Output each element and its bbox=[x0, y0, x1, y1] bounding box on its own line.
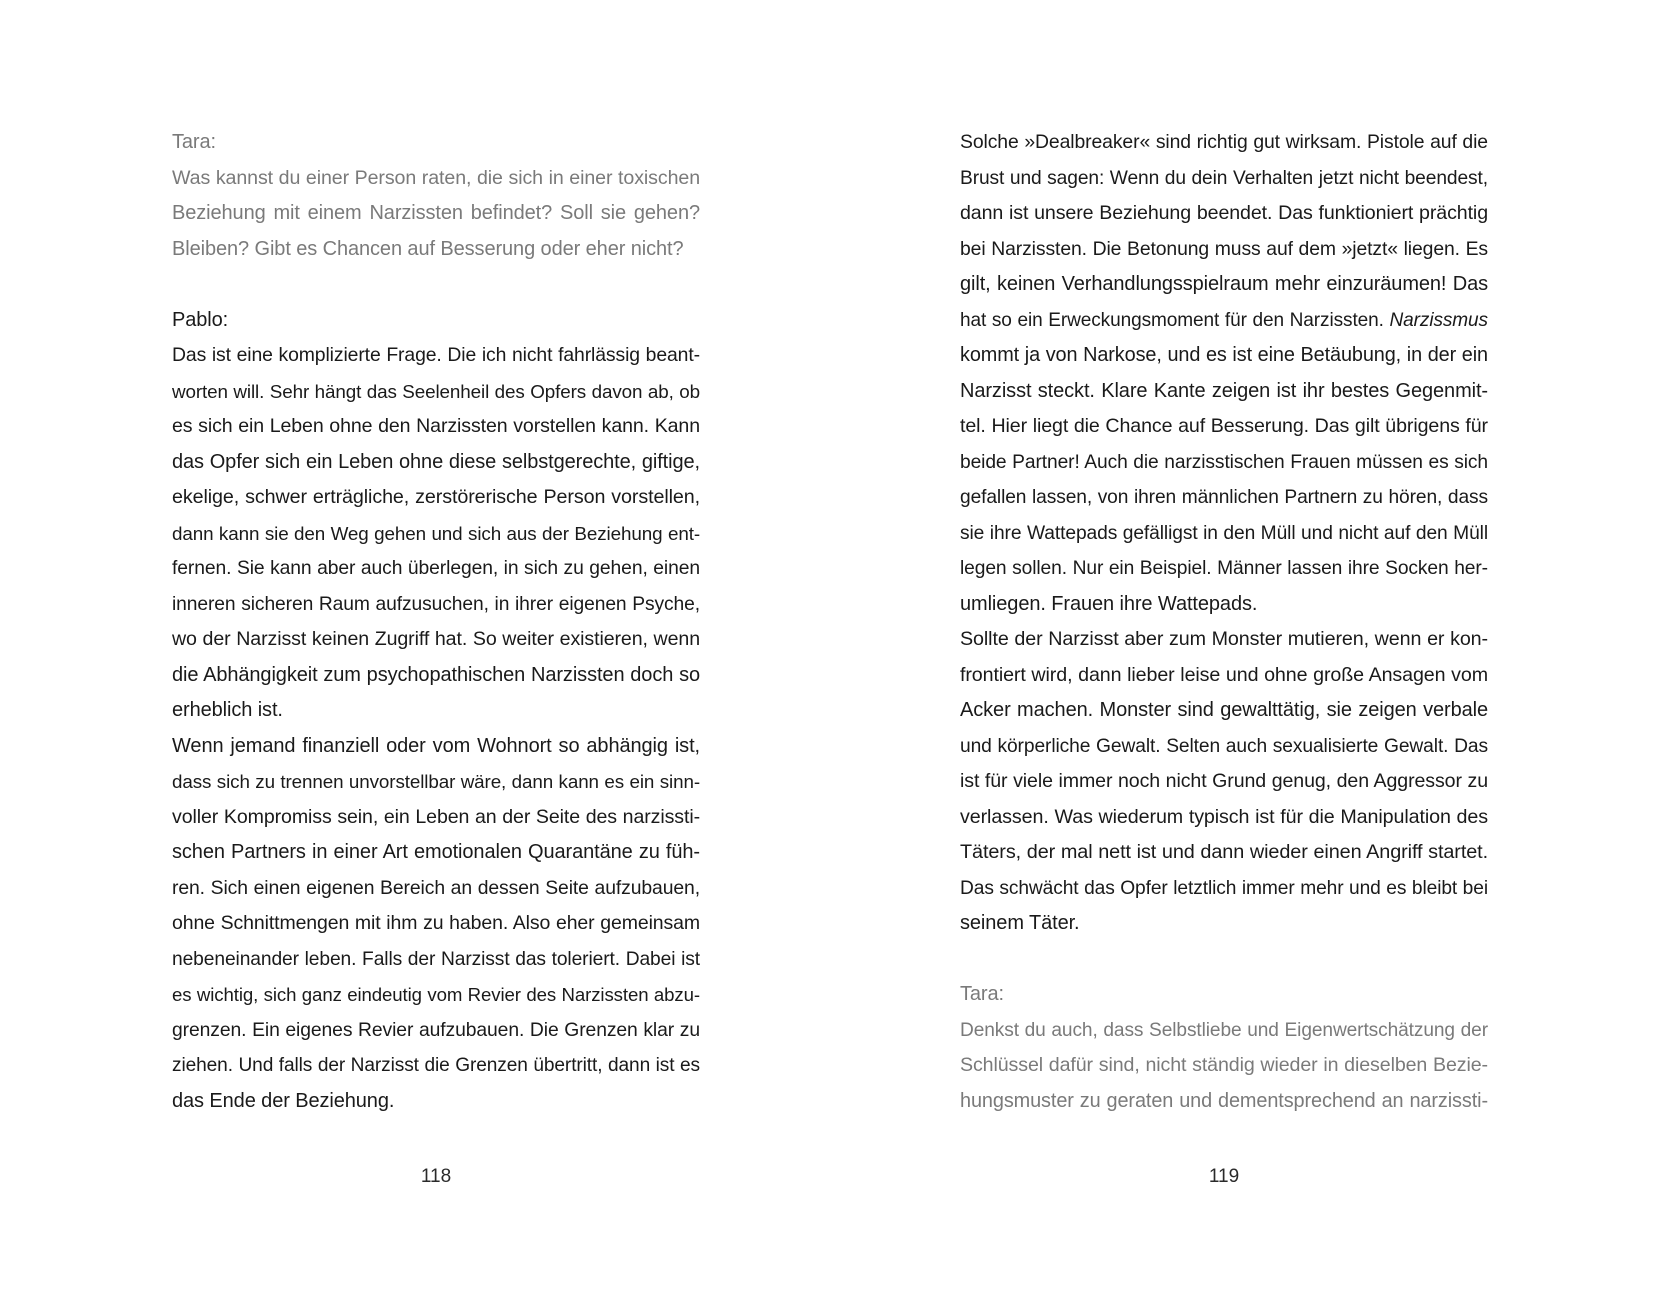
text-line: voller Kompromiss sein, ein Leben an der Seite des narzissti- bbox=[172, 805, 700, 828]
text-line: grenzen. Ein eigenes Revier aufzubauen. Die Grenzen klar zu bbox=[172, 1019, 700, 1041]
text-line: Bleiben? Gibt es Chancen auf Besserung oder eher nicht? bbox=[172, 237, 684, 260]
text-line: bei Narzissten. Die Betonung muss auf dem »jetzt« liegen. Es bbox=[960, 237, 1488, 260]
text-line: Denkst du auch, dass Selbstliebe und Eigenwertschätzung der bbox=[960, 1019, 1488, 1041]
text-line: dass sich zu trennen unvorstellbar wäre, dann kann es ein sinn- bbox=[172, 771, 700, 792]
text-line: ren. Sich einen eigenen Bereich an dessen Seite aufzubauen, bbox=[172, 876, 700, 899]
text-line: Narzisst steckt. Klare Kante zeigen ist ihr bestes Gegenmit- bbox=[960, 379, 1488, 402]
text-line: sie ihre Wattepads gefälligst in den Müll und nicht auf den Müll bbox=[960, 522, 1488, 544]
text-line: das Ende der Beziehung. bbox=[172, 1089, 395, 1112]
question-block bbox=[960, 977, 1488, 1119]
text-line: verlassen. Was wiederum typisch ist für die Manipulation des bbox=[960, 805, 1488, 828]
text-line: schen Partners in einer Art emotionalen Quarantäne zu füh- bbox=[172, 841, 700, 863]
text-line: gefallen lassen, von ihren männlichen Partnern zu hören, dass bbox=[960, 487, 1488, 508]
speaker-label: Tara: bbox=[172, 131, 216, 153]
text-line: fernen. Sie kann aber auch überlegen, in sich zu gehen, einen bbox=[172, 558, 700, 579]
paragraph-gap bbox=[172, 267, 700, 303]
text-segment: hat so ein Erweckungsmoment für den Narzissten. bbox=[960, 309, 1384, 331]
text-line: legen sollen. Nur ein Beispiel. Männer lassen ihre Socken her- bbox=[960, 558, 1488, 579]
text-line: Täters, der mal nett ist und dann wieder einen Angriff startet. bbox=[960, 841, 1488, 863]
text-line: frontiert wird, dann lieber leise und ohne große Ansagen vom bbox=[960, 663, 1488, 686]
text-line: Brust und sagen: Wenn du dein Verhalten jetzt nicht beendest, bbox=[960, 167, 1488, 189]
text-line: Solche »Dealbreaker« sind richtig gut wirksam. Pistole auf die bbox=[960, 131, 1488, 153]
text-line: Acker machen. Monster sind gewalttätig, sie zeigen verbale bbox=[960, 699, 1488, 721]
text-line: es wichtig, sich ganz eindeutig vom Revier des Narzissten abzu- bbox=[172, 984, 700, 1005]
text-line: Das ist eine komplizierte Frage. Die ich nicht fahrlässig beant- bbox=[172, 344, 700, 366]
text-line: seinem Täter. bbox=[960, 912, 1080, 934]
text-line: dann kann sie den Weg gehen und sich aus der Beziehung ent- bbox=[172, 522, 700, 544]
answer-block bbox=[172, 303, 700, 1120]
text-line: ohne Schnittmengen mit ihm zu haben. Also eher gemeinsam bbox=[172, 912, 700, 934]
text-line: wo der Narzisst keinen Zugriff hat. So weiter existieren, wenn bbox=[172, 628, 700, 650]
answer-block bbox=[960, 125, 1488, 942]
page-number: 118 bbox=[420, 1166, 452, 1187]
text-line: und körperliche Gewalt. Selten auch sexualisierte Gewalt. Das bbox=[960, 735, 1488, 757]
text-line-with-italic bbox=[960, 303, 1488, 339]
text-line: die Abhängigkeit zum psychopathischen Narzissten doch so bbox=[172, 663, 700, 686]
page-number: 119 bbox=[1208, 1166, 1240, 1187]
text-line: worten will. Sehr hängt das Seelenheil des Opfers davon ab, ob bbox=[172, 380, 700, 402]
text-line: dann ist unsere Beziehung beendet. Das funktioniert prächtig bbox=[960, 202, 1488, 224]
speaker-label: Pablo: bbox=[172, 308, 229, 331]
text-line: kommt ja von Narkose, und es ist eine Betäubung, in der ein bbox=[960, 344, 1488, 366]
text-line: Beziehung mit einem Narzissten befindet? Soll sie gehen? bbox=[172, 202, 700, 224]
text-line: Was kannst du einer Person raten, die sich in einer toxischen bbox=[172, 166, 700, 189]
text-line: tel. Hier liegt die Chance auf Besserung. Das gilt übrigens für bbox=[960, 415, 1488, 437]
text-line: Sollte der Narzisst aber zum Monster mutieren, wenn er kon- bbox=[960, 628, 1488, 650]
text-line: Schlüssel dafür sind, nicht ständig wieder in dieselben Bezie- bbox=[960, 1054, 1488, 1076]
text-line: beide Partner! Auch die narzisstischen Frauen müssen es sich bbox=[960, 451, 1488, 473]
text-line: nebeneinander leben. Falls der Narzisst das toleriert. Dabei ist bbox=[172, 948, 700, 970]
text-line: ist für viele immer noch nicht Grund genug, den Aggressor zu bbox=[960, 770, 1488, 792]
text-line: umliegen. Frauen ihre Wattepads. bbox=[960, 592, 1258, 615]
text-line: Wenn jemand finanziell oder vom Wohnort so abhängig ist, bbox=[172, 734, 700, 757]
text-line: das Opfer sich ein Leben ohne diese selbstgerechte, giftige, bbox=[172, 450, 700, 473]
text-line: es sich ein Leben ohne den Narzissten vorstellen kann. Kann bbox=[172, 415, 700, 437]
text-line: inneren sicheren Raum aufzusuchen, in ihrer eigenen Psyche, bbox=[172, 593, 700, 615]
text-line: gilt, keinen Verhandlungsspielraum mehr einzuräumen! Das bbox=[960, 273, 1488, 295]
italic-term: Narzissmus bbox=[1389, 309, 1488, 331]
speaker-label: Tara: bbox=[960, 983, 1004, 1005]
paragraph-gap bbox=[960, 942, 1488, 978]
text-line: hungsmuster zu geraten und dementsprechend an narzissti- bbox=[960, 1089, 1488, 1112]
left-page bbox=[172, 125, 700, 1119]
text-line: erheblich ist. bbox=[172, 699, 283, 721]
question-block bbox=[172, 125, 700, 267]
right-page bbox=[960, 125, 1488, 1119]
text-line: ziehen. Und falls der Narzisst die Grenzen übertritt, dann ist es bbox=[172, 1055, 700, 1076]
text-line: Das schwächt das Opfer letztlich immer mehr und es bleibt bei bbox=[960, 877, 1488, 899]
text-line: ekelige, schwer erträgliche, zerstörerische Person vorstellen, bbox=[172, 486, 700, 508]
